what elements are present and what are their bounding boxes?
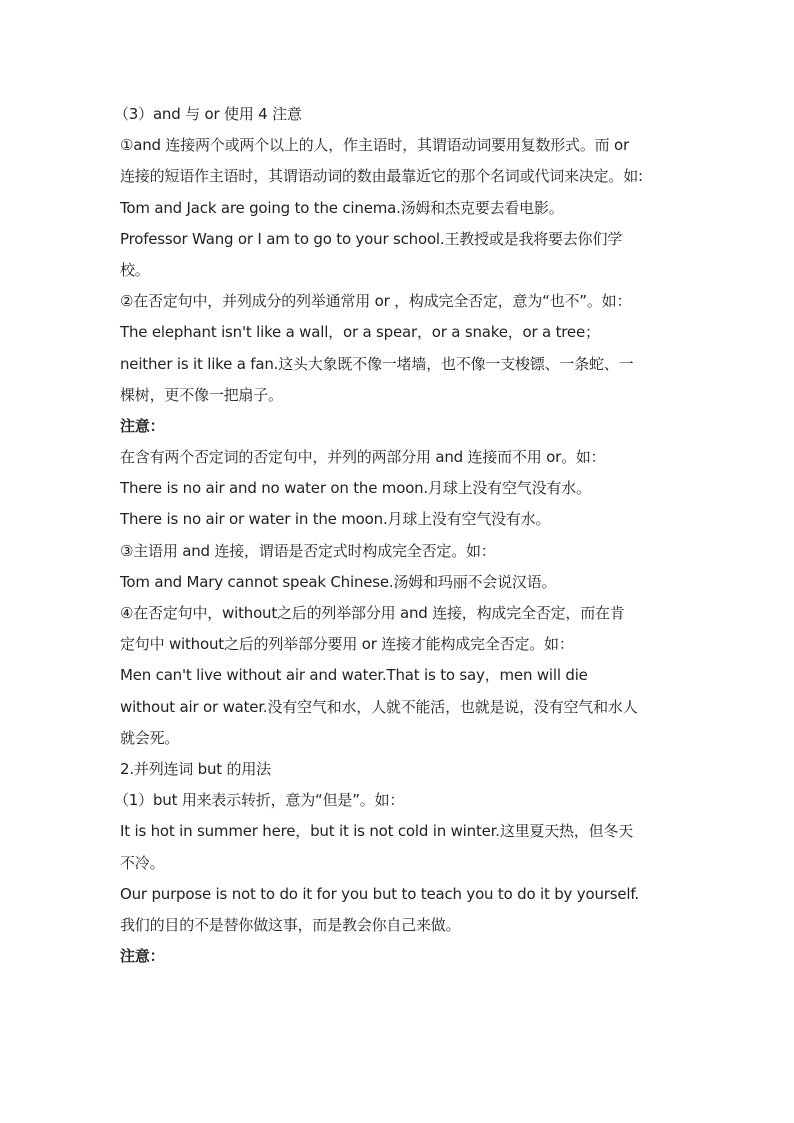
example-sentence: The elephant isn't like a wall，or a spear，or a snake，or a tree； bbox=[120, 323, 600, 342]
subsection-heading-but-1: （1）but 用来表示转折，意为“但是”。如： bbox=[114, 791, 405, 810]
note-1-line-2: 连接的短语作主语时，其谓语动词的数由最靠近它的那个名词或代词来决定。如: bbox=[120, 167, 643, 186]
example-sentence: There is no air or water in the moon.月球上没有空气没有水。 bbox=[120, 510, 551, 529]
example-sentence: Our purpose is not to do it for you but to teach you to do it by yourself. bbox=[120, 884, 639, 903]
attention-label: 注意： bbox=[120, 947, 165, 966]
note-4-line-2: 定句中 without之后的列举部分要用 or 连接才能构成完全否定。如： bbox=[120, 635, 574, 654]
example-sentence-continued: neither is it like a fan.这头大象既不像一堵墙，也不像一支梭镖、一条蛇、一 bbox=[120, 354, 634, 373]
example-sentence-continued: without air or water.没有空气和水，人就不能活，也就是说，没有空气和水人 bbox=[120, 697, 638, 716]
example-sentence-continued: 校。 bbox=[120, 260, 150, 279]
example-sentence: It is hot in summer here，but it is not cold in winter.这里夏天热，但冬天 bbox=[120, 822, 634, 841]
section-heading-but: 2.并列连词 but 的用法 bbox=[120, 759, 271, 778]
section-heading-and-or: （3）and 与 or 使用 4 注意 bbox=[114, 105, 302, 123]
attention-label: 注意： bbox=[120, 416, 165, 435]
example-sentence: Tom and Jack are going to the cinema.汤姆和杰克要去看电影。 bbox=[120, 198, 564, 217]
example-sentence: Professor Wang or I am to go to your school.王教授或是我将要去你们学 bbox=[120, 229, 623, 248]
note-2-line-1: ②在否定句中，并列成分的列举通常用 or ，构成完全否定，意为“也不”。如： bbox=[120, 292, 632, 311]
note-1-line-1: ①and 连接两个或两个以上的人，作主语时，其谓语动词要用复数形式。而 or bbox=[120, 136, 629, 155]
document-body bbox=[114, 99, 676, 972]
example-sentence-continued: 我们的目的不是替你做这事，而是教会你自己来做。 bbox=[120, 915, 461, 934]
example-sentence: Tom and Mary cannot speak Chinese.汤姆和玛丽不会说汉语。 bbox=[120, 572, 557, 591]
example-sentence: Men can't live without air and water.That is to say，men will die bbox=[120, 666, 588, 685]
example-sentence-continued: 就会死。 bbox=[120, 728, 180, 747]
note-4-line-1: ④在否定句中，without之后的列举部分用 and 连接，构成完全否定，而在肯 bbox=[120, 604, 625, 622]
example-sentence-continued: 不冷。 bbox=[120, 853, 165, 872]
note-3-line-1: ③主语用 and 连接，谓语是否定式时构成完全否定。如： bbox=[120, 541, 496, 560]
example-sentence-continued: 棵树，更不像一把扇子。 bbox=[120, 385, 283, 404]
attention-text: 在含有两个否定词的否定句中，并列的两部分用 and 连接而不用 or。如： bbox=[120, 448, 606, 467]
example-sentence: There is no air and no water on the moon.月球上没有空气没有水。 bbox=[120, 479, 591, 498]
